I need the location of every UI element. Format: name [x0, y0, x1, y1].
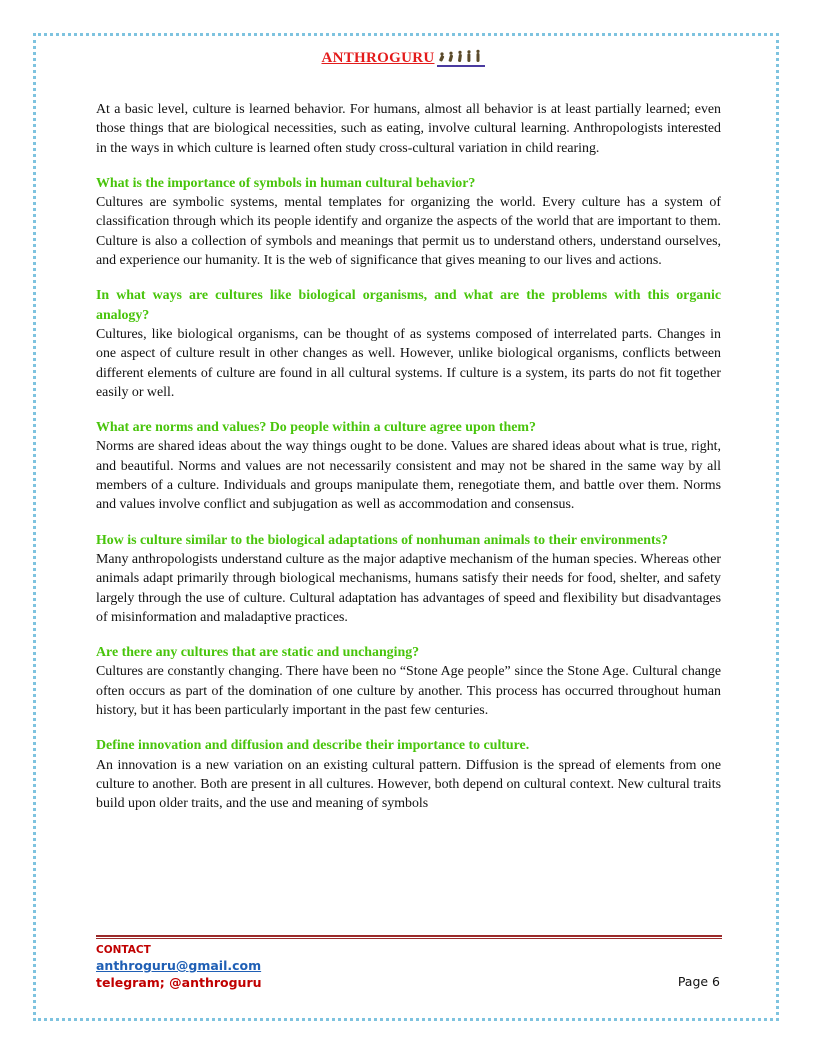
section-question: Define innovation and diffusion and describe their importance to culture.	[96, 738, 530, 754]
paragraph: Cultures are symbolic systems, mental templates for organizing the world. Every culture has a system of classification through which its people identify and organize the aspects of the world that are important to them. Culture is also a collection of symbols and meanings that permit us to understand others, understand ourselves, and experience our humanity. It is the web of significance that gives meaning to our lives and actions.	[96, 195, 721, 269]
section-gap	[96, 720, 721, 736]
footer-divider	[96, 935, 722, 939]
paragraph: An innovation is a new variation on an existing cultural pattern. Diffusion is the spread of elements from one culture to another. Both are present in all cultures. However, both depend on cultural context. New cultural traits build upon older traits, and the use and meaning of symbols	[96, 757, 721, 812]
page-header	[0, 49, 816, 67]
section-gap	[96, 158, 721, 174]
section-gap	[96, 627, 721, 643]
page-footer	[96, 943, 722, 991]
brand-title: ANTHROGURU	[321, 50, 435, 66]
paragraph: At a basic level, culture is learned behavior. For humans, almost all behavior is at least partially learned; even those things that are biological necessities, such as eating, involve cultural learning. Anthropologists interested in the ways in which culture is learned often study cross-cultural variation in child rearing.	[96, 102, 721, 156]
article-body	[96, 100, 721, 814]
section-gap	[96, 402, 721, 418]
contact-email-link[interactable]: anthroguru@gmail.com	[96, 958, 262, 973]
contact-label: CONTACT	[96, 944, 151, 956]
section-question: In what ways are cultures like biological organisms, and what are the problems with this organic analogy?	[96, 288, 721, 323]
paragraph: Norms are shared ideas about the way things ought to be done. Values are shared ideas about what is true, right, and beautiful. Norms and values are not necessarily consistent and may not be shared in the same way by all members of a culture. Individuals and groups manipulate them, renegotiate them, and battle over them. Norms and values involve conflict and subjugation as well as accommodation and consensus.	[96, 439, 721, 513]
section-gap	[96, 270, 721, 286]
brand	[321, 49, 484, 67]
paragraph: Many anthropologists understand culture as the major adaptive mechanism of the human species. Whereas other animals adapt primarily through biological mechanisms, humans satisfy their needs for food, shelter, and safety largely through the use of culture. Cultural adaptation has advantages of speed and flexibility but disadvantages of misinformation and maladaptive practices.	[96, 551, 721, 625]
telegram-handle: telegram; @anthroguru	[96, 975, 262, 990]
section-gap	[96, 515, 721, 531]
page-number: Page 6	[677, 974, 720, 989]
section-question: Are there any cultures that are static and unchanging?	[96, 645, 420, 661]
section-question: What is the importance of symbols in human cultural behavior?	[96, 175, 476, 191]
section-question: What are norms and values? Do people within a culture agree upon them?	[96, 420, 536, 436]
evolution-figures-icon	[437, 49, 485, 67]
paragraph: Cultures are constantly changing. There have been no “Stone Age people” since the Stone Age. Cultural change often occurs as part of the domination of one culture by another. This process has occurred throughout human history, but it has been particularly important in the past few centuries.	[96, 664, 721, 719]
paragraph: Cultures, like biological organisms, can be thought of as systems composed of interrelated parts. Changes in one aspect of culture result in other changes as well. However, unlike biological organisms, conflicts between different elements of culture are found in all cultural systems. If culture is a system, its parts do not fit together easily or well.	[96, 326, 721, 400]
section-question: How is culture similar to the biological adaptations of nonhuman animals to their environments?	[96, 532, 669, 548]
